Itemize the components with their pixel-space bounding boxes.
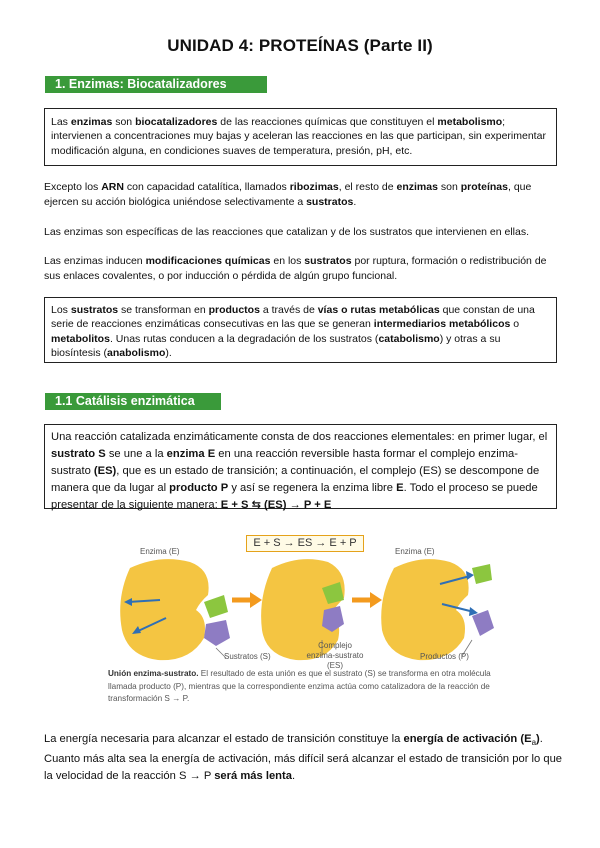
definition-box-sustratos: Los sustratos se transforman en productos a través de vías o rutas metabólicas que constan de una serie de reacciones enzimáticas consecutivas en las que se generan intermediarios metabólicos o metabolitos. Unas rutas conducen a la degradación de los sustratos (catabolismo) y otras a su biosíntesis (anabolismo).	[44, 297, 557, 363]
paragraph-ribozimas: Excepto los ARN con capacidad catalítica, llamados ribozimas, el resto de enzimas son proteínas, que ejercen su acción biológica uniéndose selectivamente a sustratos.	[44, 181, 532, 208]
arrow-orange-2	[352, 592, 382, 608]
product-purple-right	[472, 610, 494, 636]
label-complex: Complejo enzima-sustrato (ES)	[306, 641, 364, 670]
enzyme-substrate-diagram	[100, 540, 500, 670]
definition-box-enzimas: Las enzimas son biocatalizadores de las reacciones químicas que constituyen el metabolismo; intervienen a concentraciones muy bajas y aceleran las reacciones en las que participan, sin experimentar modificación alguna, en condiciones suaves de temperatura, presión, pH, etc.	[44, 108, 557, 166]
section-header-catalisis: 1.1 Catálisis enzimática	[45, 393, 221, 410]
figure-caption: Unión enzima-sustrato. El resultado de esta unión es que el sustrato (S) se transforma en otra molécula llamada producto (P), mientras que la correspondiente enzima actúa como catalizadora de la reacción de transformación S → P.	[108, 669, 491, 703]
enzyme-left	[120, 559, 208, 660]
definition-box-catalisis: Una reacción catalizada enzimáticamente consta de dos reacciones elementales: en primer lugar, el sustrato S se une a la enzima E en una reacción reversible hasta formar el complejo enzima-sustrato (ES), que es un estado de transición; a continuación, el complejo (ES) se descompone de manera que da lugar al producto P y así se regenera la enzima libre E. Todo el proceso se puede presentar de la siguiente manera: E + S ⇆ (ES) → P + E	[44, 424, 557, 509]
arrow-orange-1	[232, 592, 262, 608]
paragraph-modificaciones: Las enzimas inducen modificaciones químicas en los sustratos por ruptura, formación o redistribución de sus enlaces covalentes, o por inducción o pérdida de algún grupo funcional.	[44, 255, 547, 282]
enzyme-right	[381, 559, 468, 660]
label-enzyme-left: Enzima (E)	[140, 547, 180, 556]
label-enzyme-right: Enzima (E)	[395, 547, 435, 556]
section-header-enzimas: 1. Enzimas: Biocatalizadores	[45, 76, 267, 93]
paragraph-energia-activacion: La energía necesaria para alcanzar el estado de transición constituye la energía de activación $(E_a)$. Cuanto más alta sea la energía de activación, más difícil será alcanzar el estado de transición por lo que la velocidad de la reacción S → P será más lenta.	[44, 733, 563, 783]
substrate-purple-left	[204, 620, 230, 646]
equation-box: E + S → ES → E + P	[246, 535, 364, 552]
product-green-right	[472, 564, 492, 584]
substrate-green-left	[204, 595, 228, 618]
paragraph-especificidad: Las enzimas son específicas de las reacciones que catalizan y de los sustratos que intervienen en ellas.	[44, 226, 530, 238]
page-title: UNIDAD 4: PROTEÍNAS (Parte II)	[167, 36, 433, 55]
label-substrates: Sustratos (S)	[224, 652, 271, 661]
label-products: Productos (P)	[420, 652, 469, 661]
